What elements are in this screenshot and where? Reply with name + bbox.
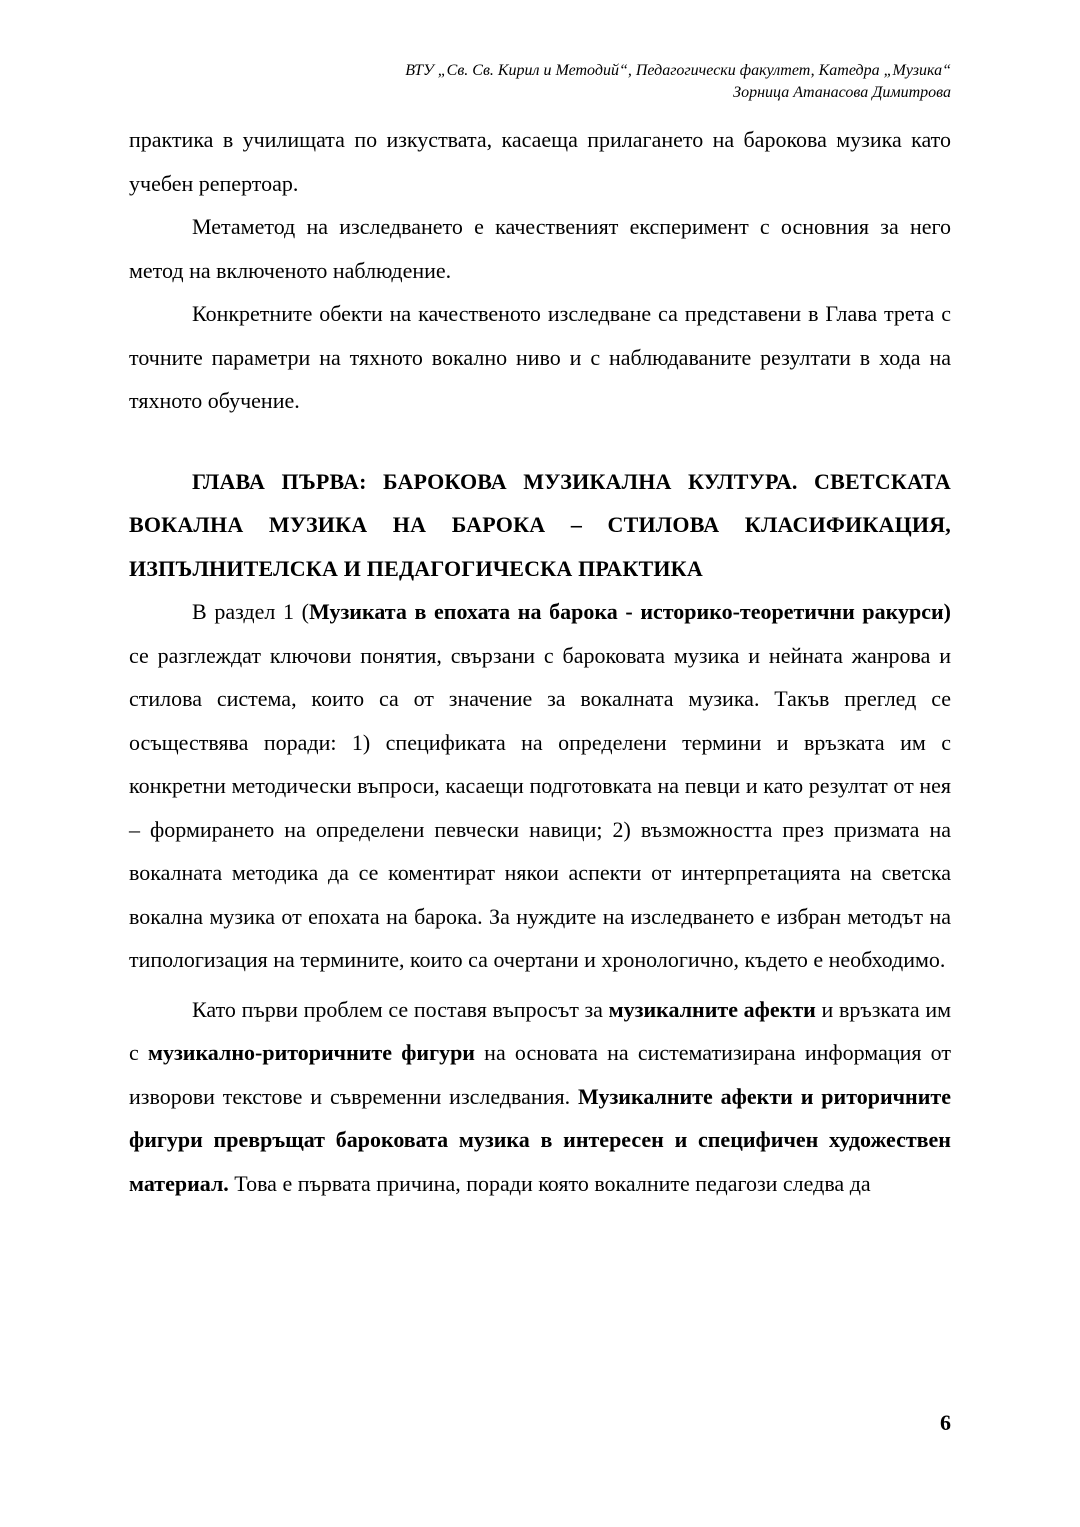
- document-page: [129, 60, 951, 1205]
- paragraph: [129, 988, 951, 1206]
- header-institution: ВТУ „Св. Св. Кирил и Методий“, Педагогически факултет, Катедра „Музика“: [405, 62, 951, 79]
- paragraph: практика в училищата по изкуствата, касаеща прилагането на барокова музика като учебен репертоар.: [129, 127, 951, 196]
- paragraph: Конкретните обекти на качественото изследване са представени в Глава трета с точните параметри на тяхното вокално ниво и с наблюдаваните резултати в хода на тяхното обучение.: [129, 301, 951, 413]
- running-header: [129, 60, 951, 104]
- text-run: Това е първата причина, поради която вокалните педагози следва да: [228, 1170, 871, 1196]
- bold-text-run: музикалните афекти: [608, 996, 816, 1022]
- paragraph: Метаметод на изследването е качественият експеримент с основния за него метод на включеното наблюдение.: [129, 214, 951, 283]
- header-author: Зорница Атанасова Димитрова: [733, 84, 951, 101]
- text-run: се разглеждат ключови понятия, свързани с бароковата музика и нейната жанрова и стилова система, които са от значение за вокалната музика. Такъв преглед се осъществява поради: 1) спецификата на определени термини и връзката им с конкретни методически въпроси, касаещи подготовката на певци и като резултат от нея – формирането на определени певчески навици; 2) възможността през призмата на вокалната методика да се коментират някои аспекти от интерпретацията на светска вокална музика от епохата на барока. За нуждите на изследването е избран методът на типологизация на термините, които са очертани и хронологично, където е необходимо.: [129, 642, 951, 972]
- text-run: на основата на систематизирана информация от изворови текстове и съвременни изследвания.: [129, 1040, 952, 1109]
- bold-text-run: музикално-риторичните фигури: [147, 1040, 475, 1065]
- chapter-title: ГЛАВА ПЪРВА: БАРОКОВА МУЗИКАЛНА КУЛТУРА. СВЕТСКАТА ВОКАЛНА МУЗИКА НА БАРОКА – СТИЛОВА КЛАСИФИКАЦИЯ, ИЗПЪЛНИТЕЛСКА И ПЕДАГОГИЧЕСКА ПРАКТИКА: [129, 468, 951, 581]
- bold-text-run: Музиката в епохата на барока - историко-теоретични ракурси): [308, 599, 952, 624]
- text-run: и връзката им с: [129, 996, 952, 1065]
- text-run: Като първи проблем се поставя въпросът за: [192, 996, 609, 1022]
- paragraph: [129, 590, 951, 982]
- page-number: 6: [940, 1410, 951, 1435]
- bold-text-run: Музикалните афекти и риторичните фигури превръщат бароковата музика в интересен и специфичен художествен материал.: [129, 1083, 951, 1196]
- body-text: [129, 118, 951, 1205]
- text-run: В раздел 1 (: [192, 599, 309, 624]
